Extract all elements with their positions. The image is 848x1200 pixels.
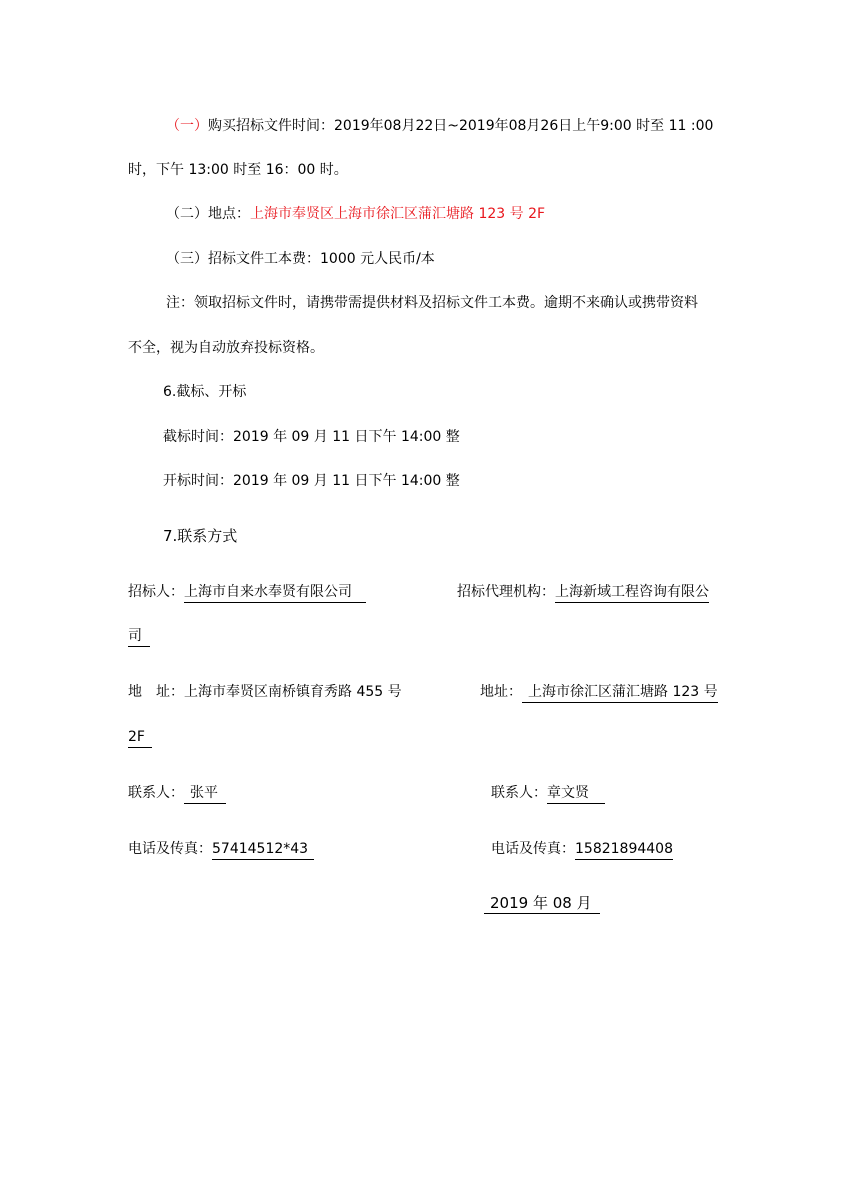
agent-contact-label: 联系人： (491, 785, 547, 801)
location-line (166, 205, 545, 223)
contact-label: 联系人： (128, 785, 184, 801)
agent-value-continuation (128, 627, 150, 647)
phone-value: 57414512*43 (212, 840, 314, 860)
agent-line (457, 583, 709, 603)
agent-address-continuation (128, 728, 152, 748)
agent-value-cont: 司 (128, 627, 150, 647)
agent-phone-label: 电话及传真： (491, 841, 575, 857)
purchase-time-value: 2019年08月22日~2019年08月26日上午9:00 时至 11 :00 (334, 118, 714, 134)
address-label: 地 址： (128, 684, 184, 700)
agent-contact-line (491, 784, 605, 804)
section-6-heading: 6.截标、开标 (163, 384, 247, 400)
agent-label: 招标代理机构： (457, 584, 555, 600)
agent-value: 上海新域工程咨询有限公 (555, 583, 709, 603)
agent-address-line (480, 683, 718, 703)
address-value: 上海市奉贤区南桥镇育秀路 455 号 (184, 684, 402, 700)
contact-line (128, 784, 226, 804)
phone-line (128, 840, 314, 860)
tenderer-label: 招标人： (128, 584, 184, 600)
agent-address-value: 上海市徐汇区蒲汇塘路 123 号 (522, 683, 718, 703)
section-7-heading: 7.联系方式 (163, 527, 238, 545)
date-line (484, 894, 600, 914)
purchase-time-line-2: 时，下午 13:00 时至 16：00 时。 (128, 162, 348, 178)
date-value: 2019 年 08 月 (484, 894, 600, 914)
purchase-time-line-1 (166, 117, 713, 135)
note-line-1: 注：领取招标文件时，请携带需提供材料及招标文件工本费。逾期不来确认或携带资料 (166, 295, 698, 311)
location-value: 上海市奉贤区上海市徐汇区蒲汇塘路 123 号 2F (250, 206, 546, 222)
agent-address-label: 地址： (480, 684, 522, 700)
phone-label: 电话及传真： (128, 841, 212, 857)
agent-phone-value: 15821894408 (575, 840, 673, 860)
close-time-line: 截标时间：2019 年 09 月 11 日下午 14:00 整 (163, 429, 460, 445)
purchase-label-prefix: （一） (166, 118, 208, 134)
fee-line: （三）招标文件工本费：1000 元人民币/本 (166, 251, 435, 267)
agent-contact-value: 章文贤 (547, 784, 605, 804)
purchase-label: 购买招标文件时间： (208, 118, 334, 134)
contact-value: 张平 (184, 784, 226, 804)
open-time-line: 开标时间：2019 年 09 月 11 日下午 14:00 整 (163, 473, 460, 489)
agent-address-cont: 2F (128, 728, 152, 748)
address-line (128, 683, 402, 701)
location-label: （二）地点： (166, 206, 250, 222)
tenderer-line (128, 583, 366, 603)
note-line-2: 不全，视为自动放弃投标资格。 (128, 340, 324, 356)
tenderer-value: 上海市自来水奉贤有限公司 (184, 583, 366, 603)
agent-phone-line (491, 840, 673, 860)
